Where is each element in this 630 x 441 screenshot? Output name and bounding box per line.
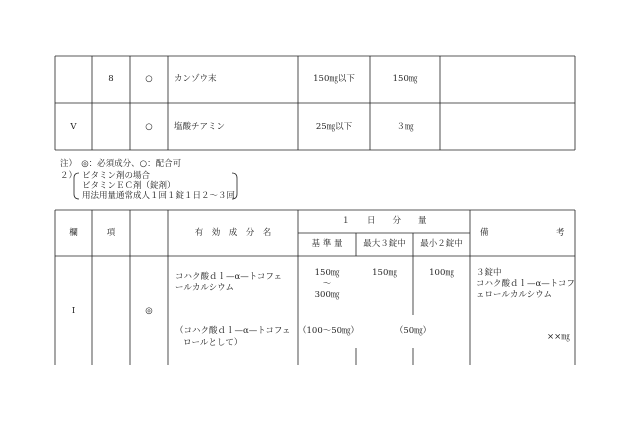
top-row1-ingredient: カンゾウ末 (174, 74, 217, 84)
top-row1-amount: 150㎎ (392, 74, 418, 84)
top-row1-mark: ○ (145, 74, 153, 84)
row-standard-line3: 300㎎ (314, 290, 340, 300)
header-remarks-left: 備 (480, 228, 489, 238)
top-row2-column: V (70, 122, 77, 132)
top-row2-mark: ○ (145, 122, 153, 132)
note-line3: ビタミンＥＣ剤（錠剤） (82, 181, 176, 191)
note-prefix: ２） (60, 171, 78, 181)
header-standard: 基 準 量 (311, 239, 343, 249)
row-sub-value: （50㎎） (394, 326, 432, 336)
row-standard-line2: ～ (322, 279, 332, 289)
top-row2-standard: 25㎎以下 (315, 122, 353, 132)
row-standard-sub: （100～50㎎） (298, 326, 360, 336)
top-row1-standard: 150㎎以下 (313, 74, 355, 84)
header-min2: 最小２錠中 (420, 239, 463, 249)
top-row1-item: 8 (108, 74, 114, 84)
header-item: 項 (106, 228, 116, 238)
note-line4: 用法用量通常成人１回１錠１日２～３回 (82, 191, 236, 201)
row-remarks-amount: ××㎎ (547, 332, 570, 342)
header-daily: １ 日 分 量 (341, 216, 427, 226)
header-column: 欄 (69, 228, 78, 238)
row-column: I (71, 306, 76, 316)
note-line2: ビタミン剤の場合 (82, 171, 151, 181)
header-ingredient: 有 効 成 分 名 (194, 228, 272, 238)
row-mark: ◎ (145, 306, 153, 316)
row-ingredient-sub-line1: （コハク酸ｄｌ—α—トコフェ (175, 326, 291, 336)
row-ingredient-line2: ールカルシウム (175, 283, 235, 293)
row-remarks-line1: ３錠中 (476, 268, 502, 278)
row-min2: 100㎎ (429, 268, 454, 278)
note-line1: 注） ◎：必須成分、○：配合可 (60, 159, 182, 169)
header-remarks-right: 考 (556, 228, 565, 238)
row-remarks-line2: コハク酸ｄｌ—α—トコフ (476, 279, 575, 289)
row-max3: 150㎎ (372, 268, 397, 278)
row-standard-line1: 150㎎ (314, 268, 340, 278)
header-max3: 最大３錠中 (363, 239, 406, 249)
top-row2-amount: ３㎎ (396, 122, 414, 132)
row-ingredient-line1: コハク酸ｄｌ—α—トコフェ (175, 272, 282, 282)
row-remarks-line3: ェロールカルシウム (476, 290, 553, 300)
row-ingredient-sub-line2: ロールとして） (183, 338, 243, 348)
top-row2-ingredient: 塩酸チアミン (174, 122, 226, 132)
